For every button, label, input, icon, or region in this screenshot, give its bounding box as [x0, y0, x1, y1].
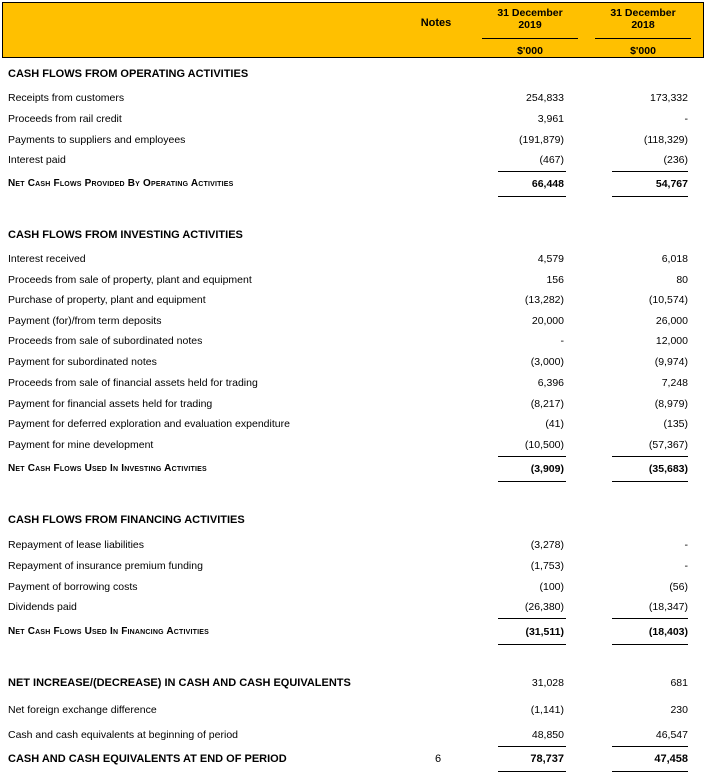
section-title-text: CASH FLOWS FROM FINANCING ACTIVITIES [8, 514, 245, 526]
value-2019: (1,753) [530, 560, 564, 572]
column-header-2019-unit: $'000 [517, 45, 543, 57]
total-row-investing [8, 463, 698, 479]
value-2018: (18,347) [648, 601, 688, 613]
subtotal-rule [612, 171, 688, 172]
value-2019: 78,737 [530, 753, 564, 765]
total-rule [498, 481, 566, 482]
value-2019: 254,833 [526, 92, 564, 104]
value-2018: (9,974) [654, 356, 688, 368]
column-header-2019-year: 2019 [518, 19, 542, 31]
row-label: Purchase of property, plant and equipment [8, 294, 206, 306]
total-value-2018: (35,683) [648, 463, 688, 475]
value-2018: (8,979) [654, 398, 688, 410]
value-2018: 6,018 [661, 253, 688, 265]
value-2019: - [560, 335, 564, 347]
section-title-financing [8, 514, 698, 530]
total-label: Net Cash Flows Provided By Operating Activities [8, 178, 234, 189]
table-row [8, 92, 698, 108]
header-divider [595, 38, 691, 39]
row-label: Proceeds from sale of subordinated notes [8, 335, 203, 347]
table-row [8, 729, 698, 745]
subtotal-rule [498, 746, 566, 747]
value-2019: 20,000 [531, 315, 564, 327]
total-value-2018: (18,403) [648, 626, 688, 638]
row-label: Proceeds from sale of financial assets held for trading [8, 377, 258, 389]
table-row [8, 601, 698, 617]
value-2019: 31,028 [531, 677, 564, 689]
row-label: Payment (for)/from term deposits [8, 315, 162, 327]
table-row [8, 439, 698, 455]
row-label: Dividends paid [8, 601, 77, 613]
total-label: Net Cash Flows Used In Investing Activities [8, 463, 207, 474]
subtotal-rule [498, 456, 566, 457]
row-label: Proceeds from rail credit [8, 113, 122, 125]
value-2018: (236) [663, 154, 688, 166]
total-rule [612, 771, 688, 772]
table-row [8, 335, 698, 351]
value-2018: 681 [670, 677, 688, 689]
total-label: Net Cash Flows Used In Financing Activities [8, 626, 210, 637]
column-header-2018-year: 2018 [631, 19, 655, 31]
value-2018: 230 [670, 704, 688, 716]
value-2019: (13,282) [524, 294, 564, 306]
value-2019: 48,850 [531, 729, 564, 741]
value-2018: - [684, 539, 688, 551]
value-2018: (56) [669, 581, 688, 593]
table-row [8, 294, 698, 310]
header-divider [482, 38, 578, 39]
table-row [8, 154, 698, 170]
table-row [8, 274, 698, 290]
net-change-row [8, 677, 698, 693]
table-row [8, 134, 698, 150]
column-header-2018 [587, 7, 699, 57]
row-label: Payment for financial assets held for trading [8, 398, 213, 410]
total-rule [498, 644, 566, 645]
total-rule [612, 196, 688, 197]
value-2019: 3,961 [537, 113, 564, 125]
total-row-financing [8, 626, 698, 642]
row-label: CASH AND CASH EQUIVALENTS AT END OF PERIOD [8, 753, 287, 765]
column-header-2019 [474, 7, 586, 57]
total-row-operating [8, 178, 698, 194]
subtotal-rule [498, 618, 566, 619]
table-row [8, 418, 698, 434]
subtotal-rule [612, 456, 688, 457]
total-value-2018: 54,767 [655, 178, 688, 190]
subtotal-rule [612, 746, 688, 747]
value-2018: (118,329) [643, 134, 688, 146]
section-title-operating [8, 68, 698, 84]
section-title-text: CASH FLOWS FROM INVESTING ACTIVITIES [8, 229, 243, 241]
note-ref: 6 [434, 753, 442, 765]
total-value-2019: (3,909) [530, 463, 564, 475]
value-2019: (467) [539, 154, 564, 166]
table-row [8, 704, 698, 720]
table-row [8, 539, 698, 555]
value-2018: 12,000 [655, 335, 688, 347]
table-row [8, 315, 698, 331]
row-label: Payment for subordinated notes [8, 356, 157, 368]
total-rule [612, 481, 688, 482]
table-row [8, 377, 698, 393]
subtotal-rule [498, 171, 566, 172]
table-row [8, 398, 698, 414]
value-2019: (1,141) [530, 704, 564, 716]
value-2019: (3,278) [530, 539, 564, 551]
table-header [2, 2, 704, 58]
row-label: Payment of borrowing costs [8, 581, 138, 593]
row-label: Net foreign exchange difference [8, 704, 157, 716]
value-2019: (41) [545, 418, 564, 430]
row-label: Payments to suppliers and employees [8, 134, 186, 146]
value-2018: - [684, 560, 688, 572]
section-title-investing [8, 229, 698, 245]
value-2018: 7,248 [661, 377, 688, 389]
value-2019: (10,500) [524, 439, 564, 451]
row-label: Interest paid [8, 154, 66, 166]
row-label: Repayment of insurance premium funding [8, 560, 203, 572]
value-2018: 47,458 [654, 753, 688, 765]
table-row [8, 356, 698, 372]
column-header-2018-date: 31 December [610, 7, 676, 19]
value-2019: (191,879) [519, 134, 564, 146]
row-label: Interest received [8, 253, 86, 265]
column-header-2019-date: 31 December [497, 7, 563, 19]
value-2019: (8,217) [530, 398, 564, 410]
value-2018: 173,332 [650, 92, 688, 104]
row-label: Cash and cash equivalents at beginning of period [8, 729, 238, 741]
row-label: Payment for deferred exploration and evaluation expenditure [8, 418, 290, 430]
section-title-text: CASH FLOWS FROM OPERATING ACTIVITIES [8, 68, 249, 80]
value-2018: 46,547 [655, 729, 688, 741]
total-rule [612, 644, 688, 645]
table-row [8, 253, 698, 269]
cash-end-row [8, 753, 698, 769]
value-2018: (57,367) [648, 439, 688, 451]
value-2018: (135) [663, 418, 688, 430]
total-value-2019: 66,448 [531, 178, 564, 190]
value-2019: 156 [546, 274, 564, 286]
value-2019: (3,000) [530, 356, 564, 368]
column-header-2018-unit: $'000 [630, 45, 656, 57]
total-rule [498, 771, 566, 772]
value-2018: 80 [676, 274, 688, 286]
subtotal-rule [612, 618, 688, 619]
value-2019: (26,380) [524, 601, 564, 613]
row-label: Payment for mine development [8, 439, 154, 451]
row-label: Proceeds from sale of property, plant and equipment [8, 274, 252, 286]
notes-column-header: Notes [420, 17, 452, 29]
value-2019: 4,579 [537, 253, 564, 265]
table-row [8, 560, 698, 576]
value-2018: (10,574) [648, 294, 688, 306]
row-label: Repayment of lease liabilities [8, 539, 144, 551]
table-row [8, 581, 698, 597]
value-2019: (100) [539, 581, 564, 593]
value-2018: 26,000 [655, 315, 688, 327]
row-label: NET INCREASE/(DECREASE) IN CASH AND CASH EQUIVALENTS [8, 677, 351, 689]
total-value-2019: (31,511) [525, 626, 564, 638]
value-2019: 6,396 [537, 377, 564, 389]
total-rule [498, 196, 566, 197]
table-row [8, 113, 698, 129]
row-label: Receipts from customers [8, 92, 125, 104]
value-2018: - [684, 113, 688, 125]
